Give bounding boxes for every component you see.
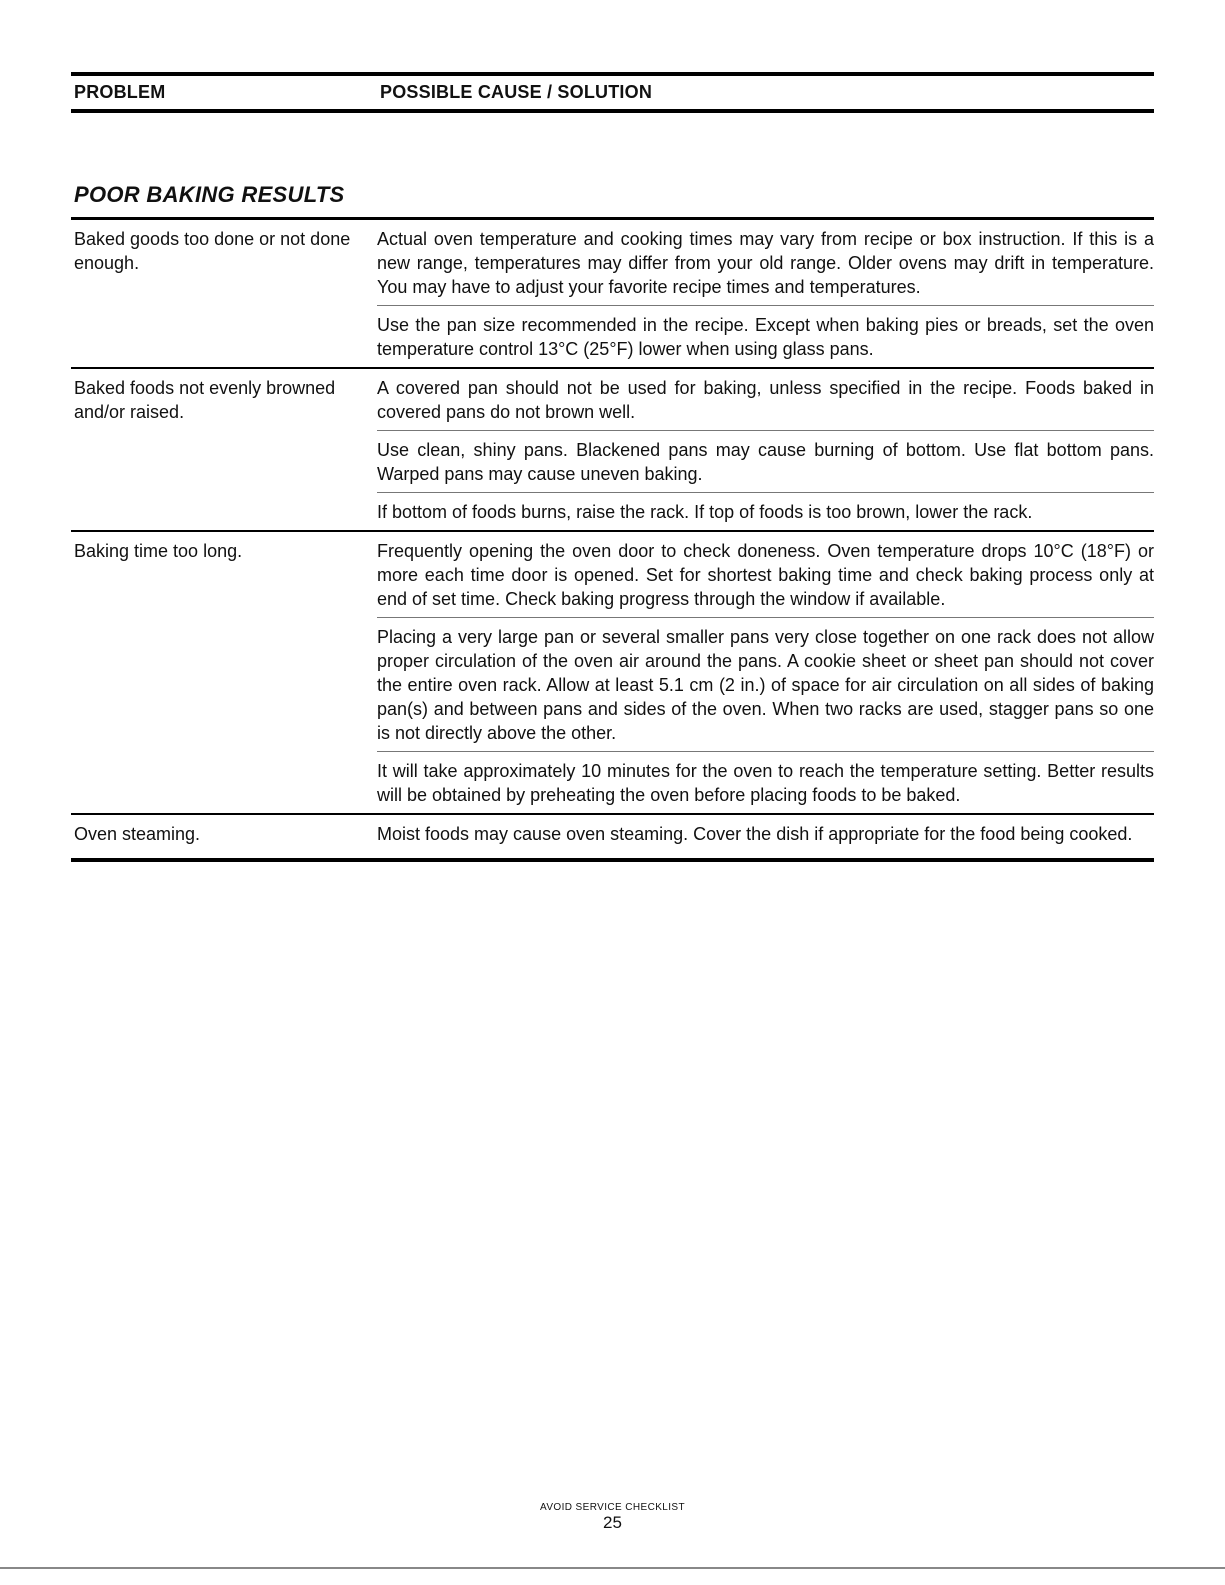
solution-paragraph: Use the pan size recommended in the recipe. Except when baking pies or breads, set the oven temperature control 13°C (25°F) lower when using glass pans. bbox=[377, 305, 1154, 367]
solution-paragraph: Placing a very large pan or several smaller pans very close together on one rack does not allow proper circulation of the oven air around the pans. A cookie sheet or sheet pan should not cover the entire oven rack. Allow at least 5.1 cm (2 in.) of space for air circulation on all sides of baking pan(s) and between pans and sides of the oven. When two racks are used, stagger pans so one is not directly above the other. bbox=[377, 617, 1154, 751]
problem-cell: Oven steaming. bbox=[74, 824, 201, 844]
solution-paragraph: Frequently opening the oven door to check doneness. Oven temperature drops 10°C (18°F) or more each time door is opened. Set for shortest baking time and check baking process only at end of set time. Check baking progress through the window if available. bbox=[377, 541, 1154, 609]
footer-label: AVOID SERVICE CHECKLIST bbox=[540, 1502, 685, 1513]
problem-cell: Baking time too long. bbox=[74, 541, 243, 561]
page bbox=[71, 72, 1154, 862]
solution-paragraph: Actual oven temperature and cooking times may vary from recipe or box instruction. If this is a new range, temperatures may differ from your old range. Older ovens may drift in temperature. You may have to adjust your favorite recipe times and temperatures. bbox=[377, 229, 1154, 297]
table-header bbox=[71, 76, 1154, 109]
table-row bbox=[71, 369, 1154, 532]
page-number: 25 bbox=[603, 1513, 622, 1532]
table-row bbox=[71, 815, 1154, 862]
solutions-cell bbox=[377, 815, 1154, 858]
solution-paragraph: A covered pan should not be used for baking, unless specified in the recipe. Foods baked in covered pans do not brown well. bbox=[377, 378, 1154, 422]
solution-paragraph: Moist foods may cause oven steaming. Cover the dish if appropriate for the food being cooked. bbox=[377, 824, 1133, 844]
troubleshooting-table bbox=[71, 220, 1154, 862]
page-bottom-edge bbox=[0, 1567, 1225, 1569]
solution-paragraph: If bottom of foods burns, raise the rack. If top of foods is too brown, lower the rack. bbox=[377, 492, 1154, 530]
solution-column-header: POSSIBLE CAUSE / SOLUTION bbox=[380, 82, 653, 102]
header-bottom-rule bbox=[71, 109, 1154, 113]
problem-cell: Baked foods not evenly browned and/or raised. bbox=[74, 378, 336, 422]
solution-paragraph: Use clean, shiny pans. Blackened pans may cause burning of bottom. Use flat bottom pans. Warped pans may cause uneven baking. bbox=[377, 430, 1154, 492]
solution-paragraph: It will take approximately 10 minutes for the oven to reach the temperature setting. Better results will be obtained by preheating the oven before placing foods to be baked. bbox=[377, 751, 1154, 813]
problem-cell: Baked goods too done or not done enough. bbox=[74, 229, 351, 273]
solutions-cell bbox=[377, 369, 1154, 530]
solutions-cell bbox=[377, 532, 1154, 813]
table-row bbox=[71, 532, 1154, 815]
table-row bbox=[71, 220, 1154, 369]
problem-column-header: PROBLEM bbox=[74, 82, 166, 102]
solutions-cell bbox=[377, 220, 1154, 367]
page-footer bbox=[0, 1502, 1225, 1532]
section-title: POOR BAKING RESULTS bbox=[74, 182, 345, 207]
